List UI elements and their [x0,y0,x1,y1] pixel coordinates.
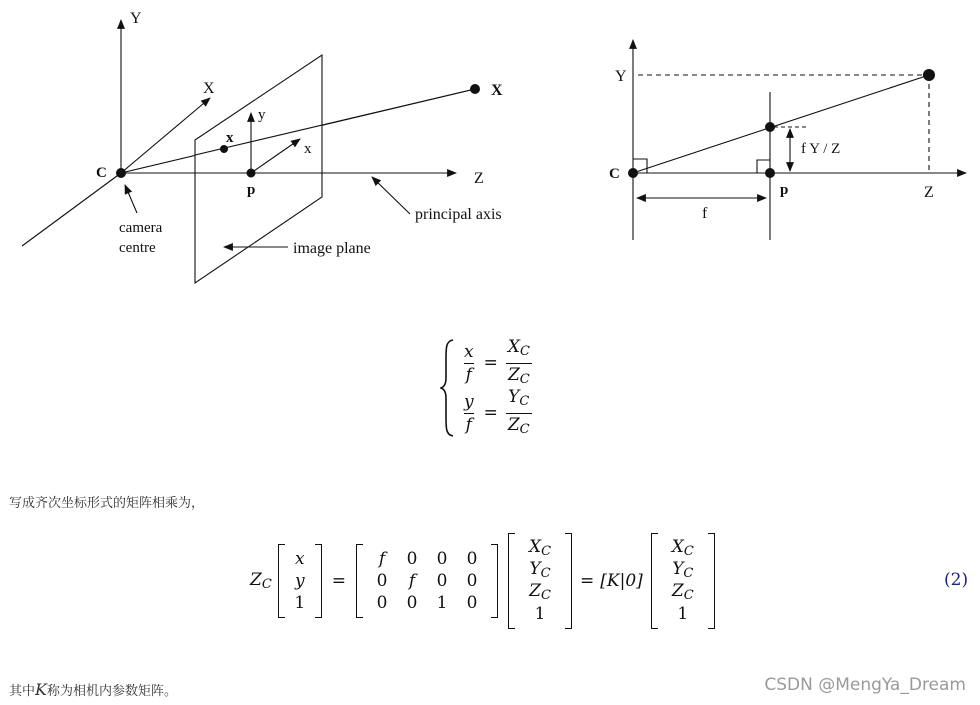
world-point-dot [470,84,480,94]
label-Z: Z [474,170,484,187]
eq2-m01: 0 [406,549,418,569]
eq2-K0: [K|0] [600,571,643,591]
label-p: p [247,182,256,198]
equation-projection-matrix [250,533,715,629]
label-principal-axis: principal axis [415,206,502,223]
eq2-v3-y: $Y_C$ [672,559,694,581]
eq2-equals-1: = [331,571,347,591]
eq2-v2-z: $Z_C$ [529,581,551,603]
eq1-r1-rden: $Z_C$ [506,363,532,391]
eq2-m10: 0 [376,571,388,591]
para2-post: 称为相机内参数矩阵。 [46,684,177,699]
eq1-row-1 [458,338,536,388]
right-world-dot [923,69,935,81]
eq2-m23: 0 [466,593,478,613]
right-label-Z: Z [924,184,934,201]
eq1-r2-lnum: y [464,391,474,412]
right-label-C: C [609,166,620,182]
eq2-v2-y: $Y_C$ [529,559,551,581]
label-X-axis: X [203,80,215,97]
eq2-v3-one: 1 [677,604,689,624]
eq2-m20: 0 [376,593,388,613]
eq1-r2-equals: = [483,403,498,423]
eq2-m21: 0 [406,593,418,613]
label-X-point: X [491,82,503,99]
eq2-m00: f [378,549,386,569]
principal-point-dot [247,169,256,178]
label-centre: centre [119,240,156,256]
label-y-small: y [258,107,266,123]
label-C: C [96,165,107,181]
paragraph-intrinsic [9,680,177,699]
principal-axis-pointer [372,177,410,214]
eq2-v1-y: y [294,571,305,591]
right-2d-diagram [633,40,966,240]
eq1-r1-lden: f [465,364,472,385]
right-label-p: p [780,182,789,198]
eq2-m22: 1 [436,593,448,613]
right-label-fYZ: f Y / Z [801,141,841,157]
eq2-v1-x: x [294,549,305,569]
csdn-watermark: CSDN @MengYa_Dream [764,675,966,695]
eq2-vector-world-2 [651,533,715,629]
eq1-r2-rnum: $Y_C$ [508,386,530,409]
right-p-dot [765,168,775,178]
left-3d-diagram [22,20,475,283]
eq2-m12: 0 [436,571,448,591]
eq2-projection-matrix [356,544,498,618]
pinhole-camera-figure [0,0,980,300]
right-image-dot [765,122,775,132]
paragraph-homogeneous: 写成齐次坐标形式的矩阵相乘为， [9,496,205,511]
eq1-r1-lnum: x [464,341,474,362]
equation-number: (2) [944,570,969,590]
eq2-zc: $Z_C$ [250,570,272,592]
eq2-m13: 0 [466,571,478,591]
right-ray [633,75,929,173]
right-label-Y: Y [615,68,627,85]
depth-line [22,173,121,246]
eq2-v3-x: $X_C$ [671,537,694,559]
eq2-v2-x: $X_C$ [528,537,552,559]
eq2-m02: 0 [436,549,448,569]
label-x-small: x [304,141,312,157]
eq1-r2-lden: f [465,414,472,435]
equation-projection-cases [440,338,536,438]
eq2-v3-z: $Z_C$ [671,581,694,603]
label-image-plane: image plane [293,240,371,257]
eq2-vector-image [278,544,322,618]
eq2-v1-one: 1 [294,593,306,613]
camera-centre-pointer [125,185,137,213]
eq1-r2-rden: $Z_C$ [506,413,532,441]
eq1-row-2 [458,388,536,438]
left-brace-icon [440,338,456,438]
eq2-equals-2: = [580,571,595,591]
eq2-vector-world [508,533,572,629]
eq2-v2-one: 1 [534,604,546,624]
label-x-point: x [226,130,234,146]
image-point-dot [220,145,228,153]
right-label-f: f [702,205,708,222]
eq2-m11: f [408,571,416,591]
eq1-r1-rnum: $X_C$ [507,336,530,359]
para2-pre: 其中 [9,684,36,699]
label-Y: Y [130,10,142,27]
eq1-r1-equals: = [483,353,498,373]
eq2-m03: 0 [466,549,478,569]
label-camera: camera [119,220,163,236]
para2-K: K [35,680,47,699]
camera-centre-dot [116,168,126,178]
right-c-dot [628,168,638,178]
